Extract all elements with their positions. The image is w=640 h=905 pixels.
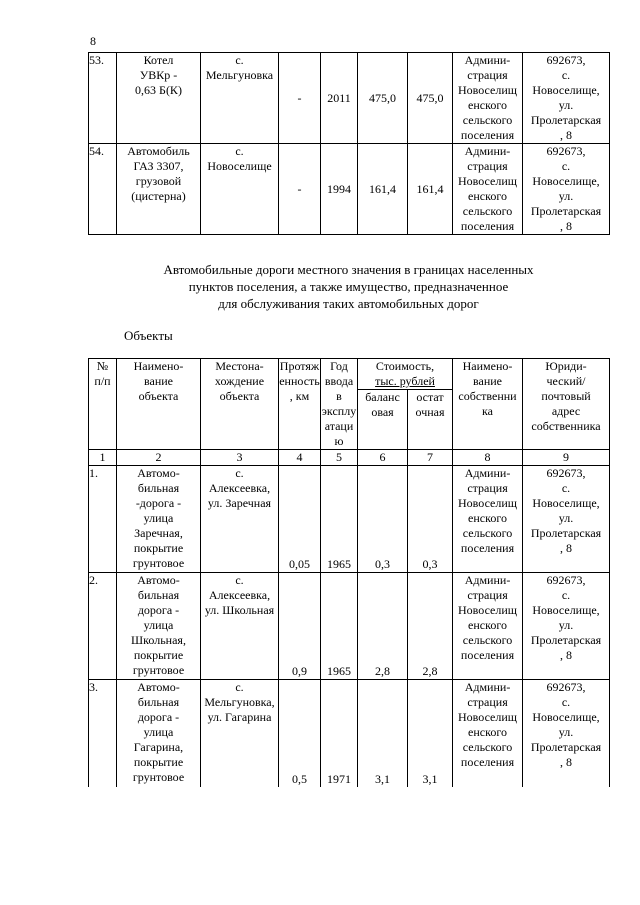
owner-name: Админи- страция Новоселищ енского сельского поселения: [453, 573, 523, 680]
owner-name: Админи- страция Новоселищ енского сельского поселения: [453, 680, 523, 787]
table-row: [89, 573, 610, 680]
balance-value: 2,8: [358, 573, 408, 680]
header-location: Местона- хождение объекта: [201, 359, 279, 450]
column-number: 3: [201, 450, 279, 466]
header-cost-label: Стоимость,: [375, 359, 435, 373]
column-number: 2: [117, 450, 201, 466]
commission-year: 1965: [321, 573, 358, 680]
owner-address: 692673, с. Новоселище, ул. Пролетарская , 8: [523, 573, 610, 680]
commission-year: 1965: [321, 466, 358, 573]
header-cost-unit: тыс. рублей: [375, 374, 435, 388]
table-row: [89, 144, 610, 235]
row-number: 54.: [89, 144, 117, 235]
header-address: Юриди- ческий/ почтовый адрес собственника: [523, 359, 610, 450]
row-number: 53.: [89, 53, 117, 144]
section-heading-line: Автомобильные дороги местного значения в границах населенных: [163, 262, 534, 277]
object-length: -: [279, 53, 321, 144]
assets-table-continued: [88, 52, 610, 235]
roads-table: [88, 358, 610, 787]
balance-value: 3,1: [358, 680, 408, 787]
column-number: 4: [279, 450, 321, 466]
column-number: 7: [408, 450, 453, 466]
commission-year: 1994: [321, 144, 358, 235]
column-number: 8: [453, 450, 523, 466]
column-number: 1: [89, 450, 117, 466]
object-location: с. Алексеевка, ул. Школьная: [201, 573, 279, 680]
residual-value: 475,0: [408, 53, 453, 144]
table-row: [89, 466, 610, 573]
header-balance: баланс овая: [358, 390, 408, 450]
header-residual: остат очная: [408, 390, 453, 450]
row-number: 2.: [89, 573, 117, 680]
table-row: [89, 680, 610, 787]
header-cost: [358, 359, 453, 390]
page-number: 8: [90, 34, 96, 48]
header-year: Год ввода в эксплу атаци ю: [321, 359, 357, 448]
section-heading: [88, 261, 609, 312]
commission-year: 2011: [321, 53, 358, 144]
header-owner: Наимено- вание собственни ка: [453, 359, 523, 450]
owner-address: 692673, с. Новоселище, ул. Пролетарская , 8: [523, 466, 610, 573]
column-number: 9: [523, 450, 610, 466]
object-length: 0,05: [279, 466, 321, 573]
object-location: с. Новоселище: [201, 144, 279, 235]
commission-year: 1971: [321, 680, 358, 787]
owner-address: 692673, с. Новоселище, ул. Пролетарская , 8: [523, 144, 610, 235]
object-name: Котел УВКр - 0,63 Б(К): [117, 53, 201, 144]
object-name: Автомо- бильная -дорога - улица Заречная, покрытие грунтовое: [117, 466, 201, 573]
owner-name: Админи- страция Новоселищ енского сельского поселения: [453, 53, 523, 144]
object-length: 0,9: [279, 573, 321, 680]
owner-name: Админи- страция Новоселищ енского сельского поселения: [453, 144, 523, 235]
header-name: Наимено- вание объекта: [117, 359, 201, 450]
residual-value: 161,4: [408, 144, 453, 235]
column-number-row: [89, 450, 610, 466]
header-length: Протяж енность , км: [279, 359, 321, 450]
owner-name: Админи- страция Новоселищ енского сельского поселения: [453, 466, 523, 573]
balance-value: 0,3: [358, 466, 408, 573]
object-length: 0,5: [279, 680, 321, 787]
balance-value: 475,0: [358, 53, 408, 144]
owner-address: 692673, с. Новоселище, ул. Пролетарская , 8: [523, 53, 610, 144]
column-number: 5: [321, 450, 358, 466]
object-location: с. Алексеевка, ул. Заречная: [201, 466, 279, 573]
owner-address: 692673, с. Новоселище, ул. Пролетарская , 8: [523, 680, 610, 787]
residual-value: 0,3: [408, 466, 453, 573]
residual-value: 2,8: [408, 573, 453, 680]
section-heading-line: пунктов поселения, а также имущество, предназначенное: [188, 279, 509, 294]
object-name: Автомо- бильная дорога - улица Гагарина, покрытие грунтовое: [117, 680, 201, 787]
column-number: 6: [358, 450, 408, 466]
object-length: -: [279, 144, 321, 235]
object-name: Автомобиль ГАЗ 3307, грузовой (цистерна): [117, 144, 201, 235]
row-number: 3.: [89, 680, 117, 787]
residual-value: 3,1: [408, 680, 453, 787]
balance-value: 161,4: [358, 144, 408, 235]
header-num: № п/п: [89, 359, 117, 450]
object-location: с. Мельгуновка, ул. Гагарина: [201, 680, 279, 787]
objects-label: Объекты: [124, 328, 173, 343]
header-row: [89, 359, 610, 390]
section-heading-line: для обслуживания таких автомобильных дорог: [218, 296, 479, 311]
row-number: 1.: [89, 466, 117, 573]
object-name: Автомо- бильная дорога - улица Школьная, покрытие грунтовое: [117, 573, 201, 680]
object-location: с. Мельгуновка: [201, 53, 279, 144]
table-row: [89, 53, 610, 144]
